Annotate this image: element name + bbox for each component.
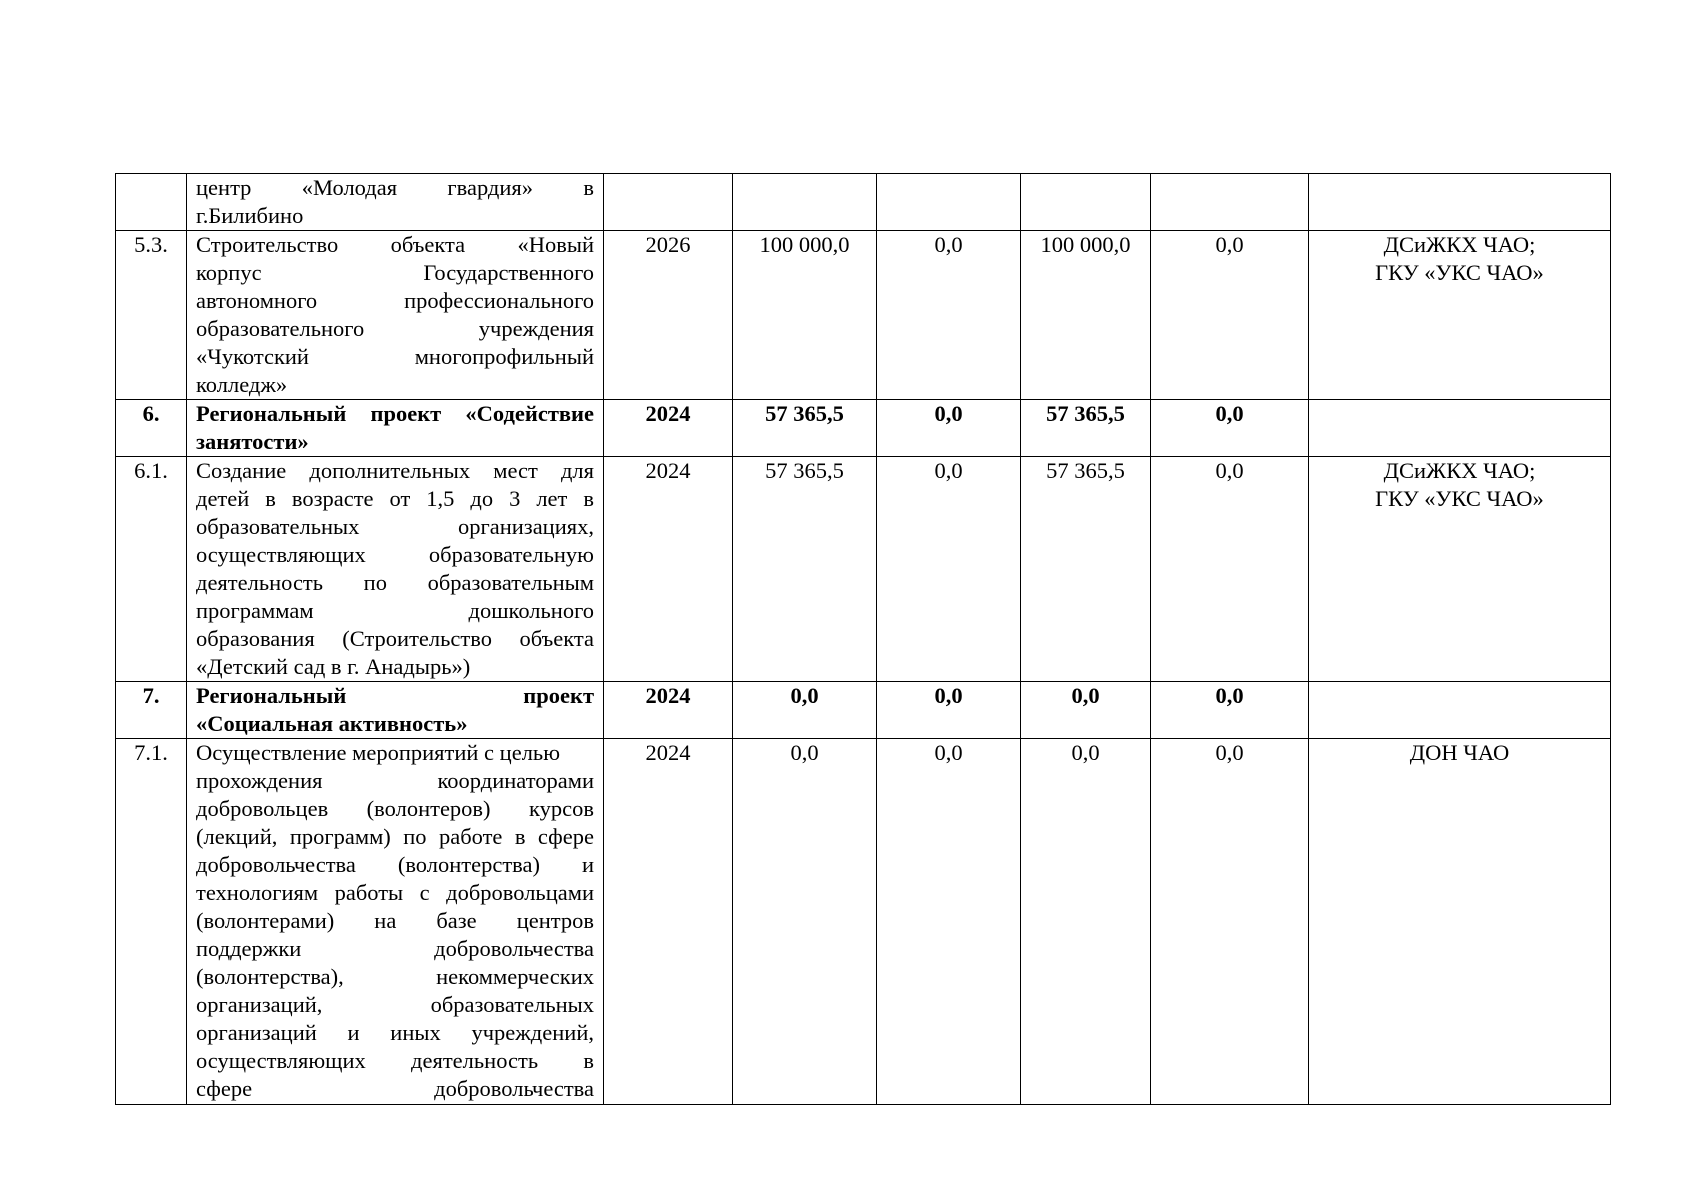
executor-cell	[1309, 174, 1611, 231]
activity-name-line: «Детский сад в г. Анадырь»)	[196, 654, 471, 679]
total-amount-cell: 0,0	[733, 739, 877, 1105]
year-cell	[604, 174, 733, 231]
activity-name-line: Строительство объекта «Новый	[196, 232, 594, 257]
activity-name-line: «Чукотский многопрофильный	[196, 344, 594, 369]
funding-column-1-cell: 0,0	[877, 457, 1021, 682]
executor-line: ГКУ «УКС ЧАО»	[1375, 260, 1544, 285]
document-page	[115, 173, 1610, 1105]
funding-column-3-cell: 0,0	[1151, 231, 1309, 400]
row-number-cell: 7.1.	[116, 739, 187, 1105]
table-row	[116, 739, 1611, 1105]
activity-name-line: колледж»	[196, 372, 288, 397]
activity-name-line: (волонтерства), некоммерческих	[196, 964, 594, 989]
year-cell: 2024	[604, 457, 733, 682]
funding-column-3-cell: 0,0	[1151, 682, 1309, 739]
total-amount-cell: 57 365,5	[733, 400, 877, 457]
activity-name-line: организаций и иных учреждений,	[196, 1020, 594, 1045]
total-amount-cell: 100 000,0	[733, 231, 877, 400]
activity-name-line: добровольчества (волонтерства) и	[196, 852, 594, 877]
activity-name-line: Региональный проект «Содействие	[196, 401, 594, 426]
funding-column-1-cell: 0,0	[877, 400, 1021, 457]
activity-name-line: программам дошкольного	[196, 598, 594, 623]
activity-name-cell	[187, 682, 604, 739]
total-amount-cell: 0,0	[733, 682, 877, 739]
executor-cell	[1309, 739, 1611, 1105]
executor-line: ДОН ЧАО	[1409, 740, 1510, 765]
activity-name-cell	[187, 739, 604, 1105]
activity-name-line: сфере добровольчества	[196, 1076, 594, 1101]
executor-line: ГКУ «УКС ЧАО»	[1375, 486, 1544, 511]
executor-line: ДСиЖКХ ЧАО;	[1383, 458, 1536, 483]
activity-name-line: прохождения координаторами	[196, 768, 594, 793]
table-row	[116, 174, 1611, 231]
row-number-cell: 6.	[116, 400, 187, 457]
activity-name-line: технологиям работы с добровольцами	[196, 880, 594, 905]
row-number-cell: 6.1.	[116, 457, 187, 682]
executor-cell	[1309, 400, 1611, 457]
activity-name-line: образовательного учреждения	[196, 316, 594, 341]
funding-column-2-cell: 57 365,5	[1021, 400, 1151, 457]
activity-name-line: занятости»	[196, 429, 309, 454]
activity-name-line: осуществляющих деятельность в	[196, 1048, 594, 1073]
activity-name-line: деятельность по образовательным	[196, 570, 594, 595]
row-number-cell: 7.	[116, 682, 187, 739]
funding-column-3-cell	[1151, 174, 1309, 231]
year-cell: 2024	[604, 400, 733, 457]
funding-column-2-cell: 100 000,0	[1021, 231, 1151, 400]
year-cell: 2024	[604, 682, 733, 739]
year-cell: 2024	[604, 739, 733, 1105]
table-row	[116, 400, 1611, 457]
activity-name-cell	[187, 231, 604, 400]
activity-name-line: организаций, образовательных	[196, 992, 594, 1017]
table-body	[116, 174, 1611, 1105]
executor-cell	[1309, 231, 1611, 400]
activity-name-line: образовательных организациях,	[196, 514, 594, 539]
total-amount-cell	[733, 174, 877, 231]
funding-column-3-cell: 0,0	[1151, 739, 1309, 1105]
funding-column-2-cell: 0,0	[1021, 682, 1151, 739]
activity-name-line: образования (Строительство объекта	[196, 626, 594, 651]
activity-name-line: поддержки добровольчества	[196, 936, 594, 961]
funding-column-3-cell: 0,0	[1151, 400, 1309, 457]
executor-cell	[1309, 682, 1611, 739]
funding-column-1-cell: 0,0	[877, 739, 1021, 1105]
funding-column-2-cell: 57 365,5	[1021, 457, 1151, 682]
activity-name-line: детей в возрасте от 1,5 до 3 лет в	[196, 486, 594, 511]
activity-name-cell	[187, 457, 604, 682]
activity-name-line: центр «Молодая гвардия» в	[196, 175, 594, 200]
activity-name-line: «Социальная активность»	[196, 711, 468, 736]
table-row	[116, 457, 1611, 682]
activity-name-line: Осуществление мероприятий с целью	[196, 740, 560, 765]
program-activities-table	[115, 173, 1611, 1105]
activity-name-line: Региональный проект	[196, 683, 594, 708]
executor-cell	[1309, 457, 1611, 682]
activity-name-line: Создание дополнительных мест для	[196, 458, 594, 483]
activity-name-line: осуществляющих образовательную	[196, 542, 594, 567]
total-amount-cell: 57 365,5	[733, 457, 877, 682]
table-row	[116, 682, 1611, 739]
row-number-cell	[116, 174, 187, 231]
table-row	[116, 231, 1611, 400]
activity-name-line: г.Билибино	[196, 203, 304, 228]
executor-line: ДСиЖКХ ЧАО;	[1383, 232, 1536, 257]
funding-column-3-cell: 0,0	[1151, 457, 1309, 682]
row-number-cell: 5.3.	[116, 231, 187, 400]
funding-column-2-cell	[1021, 174, 1151, 231]
funding-column-1-cell: 0,0	[877, 231, 1021, 400]
funding-column-1-cell	[877, 174, 1021, 231]
activity-name-line: корпус Государственного	[196, 260, 594, 285]
activity-name-line: (лекций, программ) по работе в сфере	[196, 824, 594, 849]
funding-column-1-cell: 0,0	[877, 682, 1021, 739]
activity-name-cell	[187, 400, 604, 457]
funding-column-2-cell: 0,0	[1021, 739, 1151, 1105]
activity-name-cell	[187, 174, 604, 231]
activity-name-line: автономного профессионального	[196, 288, 594, 313]
activity-name-line: (волонтерами) на базе центров	[196, 908, 594, 933]
year-cell: 2026	[604, 231, 733, 400]
activity-name-line: добровольцев (волонтеров) курсов	[196, 796, 594, 821]
